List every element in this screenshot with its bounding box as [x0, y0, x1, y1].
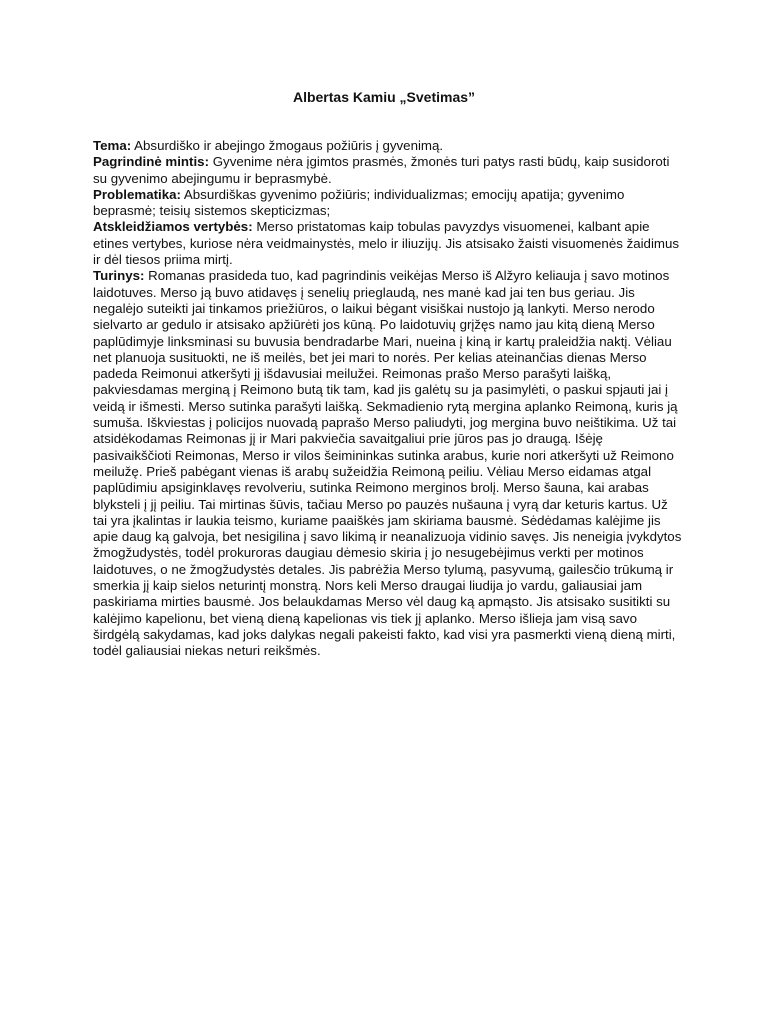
section-label: Tema:	[93, 138, 132, 153]
section-text: Gyvenime nėra įgimtos prasmės, žmonės turi patys rasti būdų, kaip susidoroti su gyvenimo abejingumu ir beprasmybė.	[93, 154, 670, 186]
document-body	[93, 138, 683, 660]
section-vertybes	[93, 219, 683, 268]
section-text: Absurdiško ir abejingo žmogaus požiūris į gyvenimą.	[134, 138, 444, 153]
section-label: Problematika:	[93, 186, 181, 202]
section-text: Romanas prasideda tuo, kad pagrindinis veikėjas Merso iš Alžyro keliauja į savo motinos laidotuves. Merso ją buvo atidavęs į senelių prieglaudą, nes manė kad jai ten bus geriau. Jis negalėjo suteikti jai tinkamos priežiūros, o laikui bėgant visiškai nustojo ją lankyti. Merso nerodo sielvarto ar gedulo ir atsisako apžiūrėti jos kūną. Po laidotuvių grįžęs namo jau kitą dieną Merso paplūdimyje linksminasi su buvusia bendradarbe Mari, nueina į kiną ir kartų praleidžia naktį. Vėliau net planuoja susituokti, ne iš meilės, bet jei mari to norės. Per kelias ateinančias dienas Merso padeda Reimonui atkeršyti jį išdavusiai meilužei. Reimonas prašo Merso parašyti laišką, pakviesdamas merginą į Reimono butą tik tam, kad jis galėtų su ja pasimylėti, o paskui spjauti jai į veidą ir išmesti. Merso sutinka parašyti laišką. Sekmadienio rytą mergina aplanko Reimoną, kuris ją sumuša. Iškviestas į policijos nuovadą paprašo Merso paliudyti, jog mergina buvo neištikima. Už tai atsidėkodamas Reimonas jį ir Mari pakviečia savaitgaliui prie jūros pas jo draugą. Išėję pasivaikščioti Reimonas, Merso ir vilos šeimininkas sutinka arabus, kurie nori atkeršyti už Reimono meilužę. Prieš pabėgant vienas iš arabų sužeidžia Reimoną peiliu. Vėliau Merso eidamas atgal paplūdimiu apsiginklavęs revolveriu, sutinka Reimono merginos brolį. Merso šauna, kai arabas blyksteli į jį peiliu. Tai mirtinas šūvis, tačiau Merso po pauzės nušauna į vyrą dar keturis kartus. Už tai yra įkalintas ir laukia teismo, kuriame paaiškės jam skiriama bausmė. Sėdėdamas kalėjime jis apie daug ką galvoja, bet nesigilina į savo likimą ir neanalizuoja vidinio savęs. Jis neneigia įvykdytos žmogžudystės, todėl prokuroras daugiau dėmesio skiria į jo nesugebėjimus verkti per motinos laidotuves, o ne žmogžudystės detales. Jis pabrėžia Merso tylumą, pasyvumą, gailesčio trūkumą ir smerkia jį kaip sielos neturintį monstrą. Nors keli Merso draugai liudija jo vardu, galiausiai jam paskiriama mirties bausmė. Jos belaukdamas Merso vėl daug ką apmąsto. Jis atsisako susitikti su kalėjimo kapelionu, bet vieną dieną kapelionas vis tiek jį aplanko. Merso išlieja jam visą savo širdgėlą sakydamas, kad joks dalykas negali pakeisti fakto, kad visi yra pasmerkti vieną dieną mirti, todėl galiausiai niekas neturi reikšmės.	[93, 268, 682, 659]
document-title: Albertas Kamiu „Svetimas”	[292, 89, 476, 105]
section-text: Merso pristatomas kaip tobulas pavyzdys visuomenei, kalbant apie etines vertybes, kuriose nėra veidmainystės, melo ir iliuzijų. Jis atsisako žaisti visuomenės žaidimus ir dėl tiesos priima mirtį.	[93, 219, 680, 268]
section-tema	[93, 138, 683, 154]
section-text: Absurdiškas gyvenimo požiūris; individualizmas; emocijų apatija; gyvenimo beprasmė; teisių sistemos skepticizmas;	[93, 186, 625, 219]
section-pagrindine-mintis	[93, 154, 683, 187]
section-label: Atskleidžiamos vertybės:	[93, 219, 253, 235]
section-label: Pagrindinė mintis:	[93, 154, 209, 170]
section-problematika	[93, 187, 683, 220]
section-turinys	[93, 268, 683, 659]
section-label: Turinys:	[93, 268, 145, 284]
